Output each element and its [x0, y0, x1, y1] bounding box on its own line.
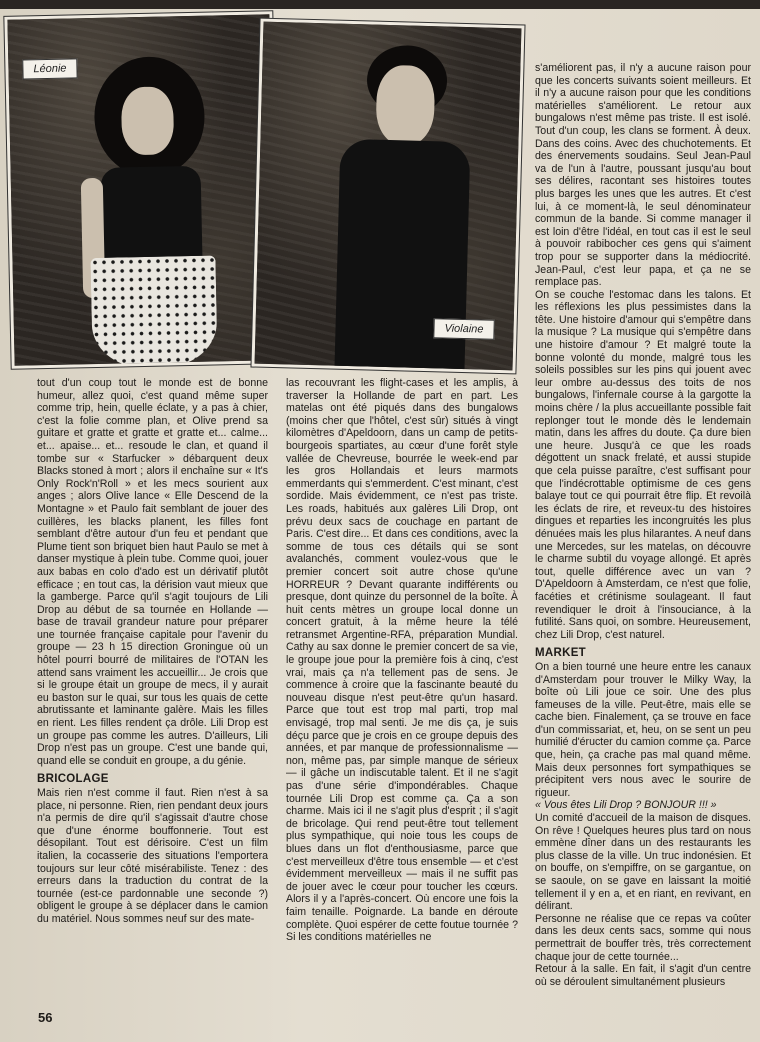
- page-number: 56: [38, 1010, 53, 1025]
- pull-quote: « Vous êtes Lili Drop ? BONJOUR !!! »: [535, 799, 717, 812]
- paragraph: Un comité d'accueil de la maison de disques. On rêve ! Quelques heures plus tard on nous emmène dîner dans un des restaurants les plus classe de la ville. Un truc indonésien. Et on bouffe, on s'empiffre, on se gargantue, on se saoule, on se gave en laissant la moitié tellement il y en a, et en riant, en revivant, en délirant.: [535, 812, 751, 913]
- article-column-2: [286, 377, 518, 944]
- photo-leonie: [4, 11, 279, 369]
- article-column-3: [535, 62, 751, 988]
- figure-leonie: [68, 55, 244, 368]
- paragraph: Retour à la salle. En fait, il s'agit d'un centre où se déroulent simultanément plusieurs: [535, 963, 751, 988]
- paragraph: Personne ne réalise que ce repas va coûter dans les deux cents sacs, somme qui nous permettrait de bouffer très, très correctement chaque jour de cette tournée...: [535, 912, 751, 963]
- caption-violaine: Violaine: [433, 318, 494, 340]
- article-column-1: [37, 377, 268, 926]
- paragraph: las recouvrant les flight-cases et les amplis, à traverser la Hollande de part en part. Les matelas ont été piqués dans des bungalows (moins cher que l'hôtel, c'est sûr) situés à vingt kilomètres d'Apeldoorn, dans un camp de petits-bourgeois spartiates, au cœur d'une forêt style vallée de Chevreuse, bourrée le week-end par les gros Hollandais et leurs marmots emmerdants qui s'emmerdent. C'est minant, c'est sordide. Mais évidemment, ce n'est pas triste. Les roads, habitués aux galères Lili Drop, ont prévu deux sacs de couchage en partant de Paris. C'est dire... Et dans ces conditions, avec la somme de tous ces détails qui se sont avalanchés, comment voulez-vous que le premier concert soit autre chose qu'une HORREUR ? Devant quarante indifférents ou presque, dont quinze du personnel de la boîte. À huit cents mètres un groupe local donne un concert gratuit, à la même heure la télé retransmet Argentine-RFA, préparation Mundial. Cathy au sax donne le premier concert de sa vie, le groupe joue pour la première fois à cinq, c'est vrai, mais ça n'a tellement pas de sens. Je commence à croire que la fascinante beauté du nouveau disque n'est peut-être qu'un hasard. Parce que tout est trop mal parti, trop mal envisagé, trop mal senti. Je me dis ça, je suis déçu parce que je crois en ce groupe depuis des années, et par manque de professionnalisme — non, même pas, par simple manque de sérieux — il gâche un indiscutable talent. Et il ne s'agit pas d'une série d'impondérables. Chaque tournée Lili Drop est comme ça. Ça a son charme. Mais ici il ne s'agit plus d'esprit ; il s'agit de bricolage. Qui rend peut-être tout tellement plus sympathique, qui noie tous les coups de blues dans un flot d'enthousiasme, parce que c'est merveilleux d'être tous ensemble — et c'est évidemment merveilleux — mais il ne suffit pas de jouer avec le cœur pour toucher les cœurs. Alors il y a l'après-concert. Où encore une fois la faim tenaille. Poignarde. La bande en déroute complète. Quoi espérer de cette foutue tournée ? Si les conditions matérielles ne: [286, 377, 518, 944]
- paragraph: On se couche l'estomac dans les talons. Et les réflexions les plus pessimistes dans la tête. Une histoire d'amour qui s'empêtre dans la musique ? La musique qui s'empêtre dans une histoire d'amour ? Et malgré toute la bonne volonté du monde, malgré tous les soleils possibles sur les pins qui jouent avec leur ombre au-dessus des toits de nos bungalows, l'infernale course à la gargotte la moins chère / la plus accueillante possible fait replonger tout le monde dès le lendemain matin, dans les affres du doute. Ça dure bien une heure. Jusqu'à ce que les roads dégottent un snack frelaté, et aussi stupide que cela puisse paraître, c'est suffisant pour que l'indécrottable optimisme de ces gens balaye tout ce qui pourrait être flip. Et revoilà les éclats de rire, et reveux-tu des histoires dingues et reparties les incongruités les plus dénuées mais les plus hilarantes. A neuf dans une Mercedes, sur les matelas, on découvre le charme subtil du voyage allongé. Et après tout, quelle différence avec un van ? D'Apeldoorn à Amsterdam, ce n'est que folie, facéties et crétinisme soulageant. Il faut revendiquer le droit à l'insouciance, à la futilité. Sans quoi, on sombre. Heureusement, chez Lili Drop, c'est naturel.: [535, 288, 751, 641]
- paragraph: s'améliorent pas, il n'y a aucune raison pour que les concerts suivants soient meilleurs. Et il n'y a aucune raison pour que les conditions matérielles s'améliorent. Le retour aux bungalows n'est même pas triste. Il est isolé. Tout d'un coup, les clans se forment. À deux. Dans des coins. Avec des chuchotements. Et des énervements soudains. Seul Jean-Paul va de l'un à l'autre, poussant jusqu'au bout ses délires, racontant ses histoires toutes plus barges les unes que les autres. Et c'est lui, à ce moment-là, le seul dénominateur commun de la bande. Si comme manager il est loin d'être l'idéal, en tout cas il est le seul à pouvoir rabibocher ces gens qui s'aiment trop pour se supporter dans la médiocrité. Jean-Paul, c'est leur papa, et ça ne se remplace pas.: [535, 62, 751, 289]
- paragraph: tout d'un coup tout le monde est de bonne humeur, allez quoi, c'est quand même super comme trip, hein, quelle éclate, y a pas à chier, c'est la folie comme plan, et Olive prend sa guitare et gratte et gratte et gratte et... calme... et... apaise... et... resoude le clan, et quand il tombe sur « Starfucker » débarquent deux Blacks stoned à mort ; alors il enchaîne sur « It's Only Rock'n'Roll » et les mecs sourient aux anges ; alors Olive lance « Elle Descend de la Montagne » et Paulo fait semblant de jouer des cuillères, les blacks planent, les filles font semblant d'être autour d'un feu et pendant que Plume tient son briquet bien haut Paulo se met à danser mystique à plein tube. Comme quoi, jouer aux babas en colo d'ado est un dérivatif plutôt efficace ; en tout cas, la dérision vaut mieux que la gamberge. Parce qu'il s'agit toujours de Lili Drop au début de sa tournée en Hollande — base de travail grandeur nature pour préparer une tournée française capitale pour l'avenir du groupe — 23 h 15 direction Groningue où un hôtel pourri bourré de militaires de l'OTAN les attend sans vraiment les accueillir... Je crois que si le groupe était un groupe de mecs, il y aurait eu baston sur le quai, sur tous les quais de cette abrutissante et laminante galère. Mais les filles en rient. Les filles rendent ça drôle. Lili Drop est un groupe pas comme les autres. D'ailleurs, Lili Drop n'est pas un groupe. C'est une bande qui, quand elle se conduit en groupe, a du génie.: [37, 377, 268, 767]
- top-border: [0, 0, 760, 9]
- section-heading-market: MARKET: [535, 647, 586, 660]
- paragraph: On a bien tourné une heure entre les canaux d'Amsterdam pour trouver le Milky Way, la boîte où Lili joue ce soir. Une des plus fameuses de la ville. Peut-être, mais elle se cache bien. Finalement, ça se trouve en face d'un commissariat, et, heu, on se sent un peu humilié d'éructer du camion comme ça. Parce que, hein, ça crache pas mal quand même. Mais deux personnes fort sympathiques se précipitent vers nous avec le sourire de rigueur.: [535, 660, 751, 799]
- photo-violaine: [251, 19, 524, 374]
- section-heading-bricolage: BRICOLAGE: [37, 773, 109, 786]
- paragraph: Mais rien n'est comme il faut. Rien n'est à sa place, ni personne. Rien, rien pendant deux jours n'a permis de dire qu'il s'agissait d'autre chose que d'une énorme bouffonnerie. Tout est désopilant. Tout est dérisoire. C'est un film italien, la cocasserie des situations l'emportera toujours sur leur côté misérabiliste. Tenez : des erreurs dans la traduction du contrat de la tournée (est-ce pardonnable une seconde ?) obligent le groupe à se déplacer dans le camion du matériel. Nous sommes neuf sur des mate-: [37, 787, 268, 925]
- caption-leonie: Léonie: [22, 58, 77, 79]
